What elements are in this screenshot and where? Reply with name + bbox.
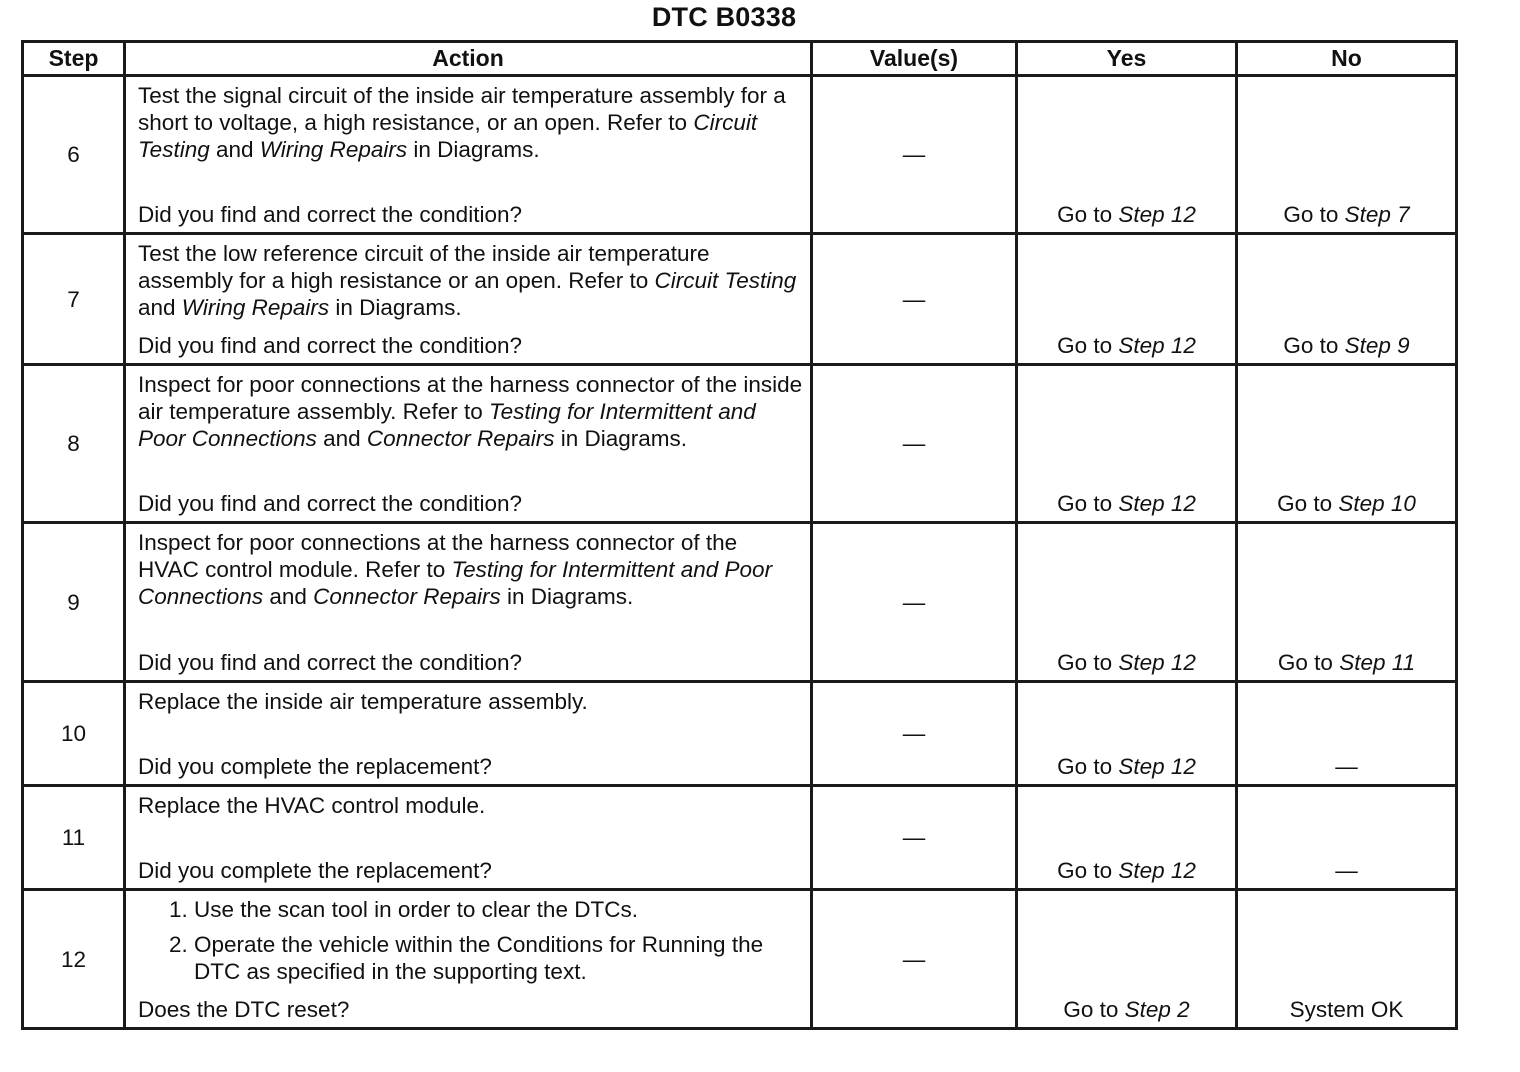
yes-cell (1017, 786, 1237, 890)
no-cell (1237, 786, 1457, 890)
action-cell (125, 523, 812, 682)
action-question: Did you find and correct the condition? (138, 491, 522, 516)
goto-text: Go to (1057, 858, 1119, 883)
goto-text: Go to (1057, 333, 1119, 358)
action-text-segment: and (316, 426, 367, 451)
goto-step-link: Step 12 (1118, 333, 1196, 358)
action-cell (125, 786, 812, 890)
step-number: 10 (23, 682, 125, 786)
goto-step-link: Step 11 (1339, 650, 1416, 675)
goto-step-link: Step 7 (1344, 202, 1410, 227)
table-row (23, 786, 1457, 890)
action-text (138, 240, 804, 321)
action-text-segment: in Diagrams. (329, 295, 462, 320)
action-content (138, 688, 804, 780)
no-cell (1237, 365, 1457, 523)
goto-text: Go to (1057, 491, 1119, 516)
value-cell: — (812, 365, 1017, 523)
action-content (138, 371, 804, 517)
action-text-segment: Replace the HVAC control module. (138, 793, 486, 818)
action-text-segment: and (209, 137, 260, 162)
goto-text: — (1335, 754, 1358, 779)
action-text-segment: and (138, 295, 182, 320)
step-number: 12 (23, 890, 125, 1029)
goto-step-link: Step 12 (1118, 491, 1196, 516)
action-reference: Connector Repairs (313, 584, 501, 609)
value-cell: — (812, 786, 1017, 890)
action-text (138, 792, 804, 819)
yes-cell (1017, 523, 1237, 682)
action-text (138, 371, 804, 452)
action-cell (125, 682, 812, 786)
goto-text: Go to (1057, 650, 1119, 675)
header-yes: Yes (1017, 42, 1237, 76)
action-body (138, 792, 804, 819)
action-reference: Circuit Testing (138, 110, 758, 162)
action-question: Did you find and correct the condition? (138, 202, 522, 227)
step-number: 11 (23, 786, 125, 890)
action-list-item: 2. Operate the vehicle within the Conditions for Running the DTC as specified in the supporting text. (194, 931, 804, 985)
goto-text: Go to (1277, 650, 1340, 675)
action-question: Did you find and correct the condition? (138, 333, 522, 358)
goto-step-link: Step 12 (1118, 202, 1196, 227)
goto-step-link: Step 12 (1118, 858, 1196, 883)
goto-text: Go to (1277, 491, 1339, 516)
action-text-segment: and (263, 584, 314, 609)
step-number: 7 (23, 234, 125, 365)
step-number: 8 (23, 365, 125, 523)
goto-step-link: Step 2 (1124, 997, 1190, 1022)
header-row (23, 42, 1457, 76)
action-reference: Connector Repairs (366, 426, 555, 451)
no-cell (1237, 890, 1457, 1029)
page-title: DTC B0338 (651, 2, 797, 32)
table-row (23, 234, 1457, 365)
action-list-item: 1. Use the scan tool in order to clear the DTCs. (194, 896, 804, 923)
action-question: Did you find and correct the condition? (138, 650, 522, 675)
step-number: 6 (23, 76, 125, 234)
value-cell: — (812, 234, 1017, 365)
action-reference: Wiring Repairs (181, 295, 330, 320)
goto-text: Go to (1283, 202, 1345, 227)
goto-step-link: Step 9 (1344, 333, 1410, 358)
goto-text: Go to (1283, 333, 1345, 358)
action-cell (125, 890, 812, 1029)
action-content (138, 792, 804, 884)
value-cell: — (812, 682, 1017, 786)
action-question: Does the DTC reset? (138, 997, 350, 1022)
goto-step-link: Step 12 (1118, 650, 1196, 675)
value-cell: — (812, 523, 1017, 682)
value-cell: — (812, 76, 1017, 234)
step-number: 9 (23, 523, 125, 682)
action-text-segment: Replace the inside air temperature assembly. (138, 689, 588, 714)
action-reference: Testing for Intermittent and Poor Connections (138, 557, 773, 609)
action-text-segment: in Diagrams. (500, 584, 634, 609)
action-text-segment: in Diagrams. (554, 426, 688, 451)
yes-cell (1017, 682, 1237, 786)
action-content (138, 82, 804, 228)
action-text (138, 82, 804, 163)
action-text-segment: Test the signal circuit of the inside air temperature assembly for a short to voltage, a high resistance, or an open. Refer to (138, 83, 786, 135)
goto-text: Go to (1063, 997, 1125, 1022)
action-cell (125, 365, 812, 523)
action-body (138, 529, 804, 610)
table-row (23, 682, 1457, 786)
goto-text: Go to (1057, 754, 1119, 779)
goto-step-link: Step 12 (1118, 754, 1196, 779)
action-body (138, 371, 804, 452)
table-row (23, 76, 1457, 234)
action-body (138, 240, 804, 321)
action-text-segment: Inspect for poor connections at the harness connector of the HVAC control module. Refer to (138, 530, 738, 582)
dtc-table (21, 40, 1458, 1030)
action-body (138, 896, 804, 985)
goto-text: Go to (1057, 202, 1119, 227)
yes-cell (1017, 365, 1237, 523)
header-step: Step (23, 42, 125, 76)
header-no: No (1237, 42, 1457, 76)
yes-cell (1017, 234, 1237, 365)
action-content (138, 240, 804, 359)
action-reference: Wiring Repairs (259, 137, 408, 162)
action-content (138, 896, 804, 1023)
action-question: Did you complete the replacement? (138, 754, 492, 779)
header-values: Value(s) (812, 42, 1017, 76)
action-question: Did you complete the replacement? (138, 858, 492, 883)
no-cell (1237, 682, 1457, 786)
header-action: Action (125, 42, 812, 76)
action-text-segment: Inspect for poor connections at the harness connector of the inside air temperature assembly. Refer to (138, 372, 803, 424)
action-body (138, 82, 804, 163)
action-content (138, 529, 804, 676)
yes-cell (1017, 76, 1237, 234)
no-cell (1237, 234, 1457, 365)
goto-text: System OK (1289, 997, 1404, 1022)
yes-cell (1017, 890, 1237, 1029)
goto-text: — (1335, 858, 1358, 883)
goto-step-link: Step 10 (1338, 491, 1416, 516)
value-cell: — (812, 890, 1017, 1029)
no-cell (1237, 76, 1457, 234)
action-reference: Circuit Testing (654, 268, 797, 293)
action-text (138, 688, 804, 715)
action-cell (125, 234, 812, 365)
table-row (23, 523, 1457, 682)
action-cell (125, 76, 812, 234)
table-row (23, 365, 1457, 523)
no-cell (1237, 523, 1457, 682)
action-reference: Testing for Intermittent and Poor Connections (138, 399, 756, 451)
action-text-segment: Test the low reference circuit of the inside air temperature assembly for a high resistance or an open. Refer to (138, 241, 710, 293)
table-row (23, 890, 1457, 1029)
action-text (138, 529, 804, 610)
action-body (138, 688, 804, 715)
action-steps-list (138, 896, 804, 985)
action-text-segment: in Diagrams. (407, 137, 540, 162)
